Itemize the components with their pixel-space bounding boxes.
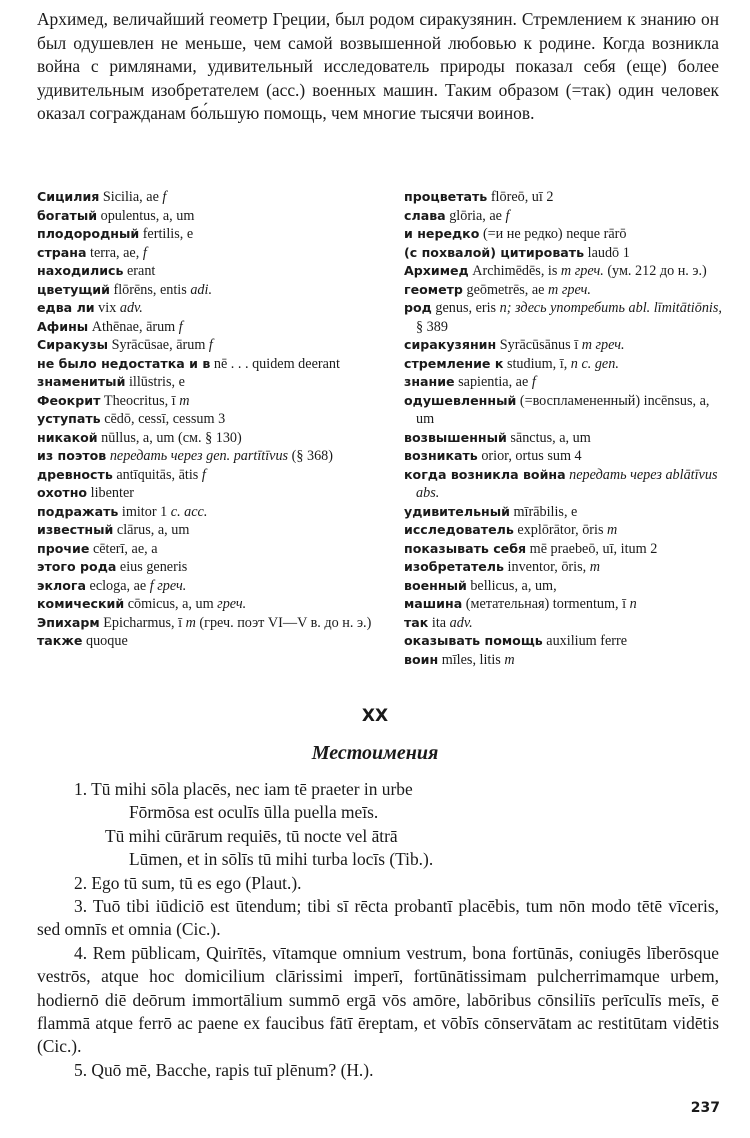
vocab-entry: [404, 244, 724, 263]
vocab-entry: [37, 595, 382, 614]
vocab-entry: [37, 521, 382, 540]
page-number: 237: [690, 1100, 720, 1116]
vocab-term: не было недостатка и в: [37, 355, 211, 371]
vocab-term: когда возникла война: [404, 466, 566, 482]
vocab-latin: auxilium ferre: [542, 633, 628, 649]
vocab-grammar: n: [629, 596, 637, 612]
vocab-entry: [37, 299, 382, 318]
vocab-latin: vix: [94, 300, 120, 316]
vocab-term: род: [404, 300, 432, 315]
vocab-term: также: [37, 633, 83, 648]
vocab-term: воин: [404, 651, 439, 667]
vocab-latin: studium, ī,: [503, 355, 571, 372]
vocab-term: одушевленный: [404, 392, 517, 408]
vocab-column-left: [37, 188, 382, 651]
vocab-latin: laudō 1: [584, 244, 630, 261]
vocab-term: знаменитый: [37, 374, 126, 389]
vocab-latin: antīquitās, ātis: [112, 466, 202, 483]
vocab-grammar: передать через ablātīvus abs.: [416, 466, 718, 501]
vocab-entry: [404, 503, 724, 522]
text-line: 1. Tū mihi sōla placēs, nec iam tē praeter in urbe: [74, 779, 413, 799]
vocab-entry: [37, 429, 382, 448]
vocab-grammar: f: [505, 207, 510, 224]
vocab-entry: [37, 336, 382, 355]
vocab-term: изобретатель: [404, 559, 504, 574]
vocab-term: машина: [404, 596, 463, 611]
vocab-term: эклога: [37, 577, 86, 593]
vocab-grammar: n c. gen.: [570, 355, 619, 372]
vocab-latin: (=воспламененный) incēnsus, a, um: [416, 392, 710, 427]
vocab-latin: geōmetrēs, ae: [462, 281, 549, 298]
vocab-grammar: f: [201, 466, 206, 483]
vocab-entry: [404, 355, 724, 374]
vocab-latin: cōmicus, a, um: [124, 596, 218, 612]
vocab-term: прочие: [37, 540, 90, 556]
text-line: 3. Tuō tibi iūdiciō est ūtendum; tibi sī rēcta probantī placēbis, tum nōn modo tētē vīceris, sed omnīs et omnia (Cic.).: [37, 896, 719, 940]
vocab-term: оказывать помощь: [404, 633, 543, 648]
vocab-grammar: m: [185, 614, 196, 631]
vocab-term: едва ли: [37, 300, 95, 315]
vocab-entry: [404, 521, 724, 540]
vocab-term: исследователь: [404, 522, 514, 537]
vocab-entry: [37, 410, 382, 429]
vocab-entry: [404, 373, 724, 392]
vocab-term: знание: [404, 374, 455, 389]
vocab-entry: [37, 207, 382, 226]
vocab-term: военный: [404, 577, 467, 593]
vocab-latin: Athēnae, ārum: [88, 318, 179, 335]
chapter-number: XX: [361, 706, 389, 726]
vocab-entry: [404, 540, 724, 559]
vocab-latin: mīrābilis, e: [509, 503, 578, 520]
vocab-term: стремление к: [404, 355, 504, 371]
vocab-latin: opulentus, a, um: [97, 207, 195, 224]
vocab-grammar: adi.: [190, 281, 213, 298]
vocab-latin: mīles, litis: [438, 651, 505, 668]
vocab-term: никакой: [37, 429, 98, 445]
vocab-latin: Archimēdēs, is: [468, 263, 561, 279]
vocab-entry: [404, 577, 724, 596]
vocab-entry: [404, 429, 724, 448]
vocab-latin: genus, eris: [431, 300, 500, 316]
vocab-latin: cēterī, ae, a: [89, 540, 158, 557]
vocab-latin: bellicus, a, um,: [466, 577, 557, 594]
vocab-term: комический: [37, 596, 125, 611]
text-line: 4. Rem pūblicam, Quirītēs, vītamque omnium vestrum, bona fortūnās, coniugēs līberōsque vestrōs, atque hoc domicilium clārissimi imperī, fortūnātissimam pulcherrimamque urbem, hodiernō diē deōrum immortālium summō ergā vōs amōre, labōribus cōnsiliīs perīculīs meīs, ē flammā atque ferrō ac paene ex faucibus fātī ēreptam, et vōbīs cōnservātam ac restitūtam vidētis (Cic.).: [37, 942, 719, 1057]
vocab-grammar: m греч.: [548, 281, 591, 298]
vocab-entry: [37, 318, 382, 337]
vocab-term: древность: [37, 466, 113, 482]
vocab-term: Афины: [37, 318, 89, 334]
vocab-latin: Syrācūsānus ī: [496, 337, 582, 353]
vocab-term: известный: [37, 522, 114, 537]
vocab-latin: Syrācūsae, ārum: [108, 337, 209, 353]
vocab-latin: ecloga, ae: [85, 577, 150, 594]
vocab-term: слава: [404, 207, 446, 223]
text-line: Fōrmōsa est oculīs ūlla puella meīs.: [129, 802, 379, 823]
vocab-latin: (=и не редко) neque rārō: [479, 226, 627, 242]
vocab-entry: [37, 447, 382, 466]
vocab-entry: [37, 244, 382, 263]
vocab-term: этого рода: [37, 559, 117, 574]
vocab-note: (§ 368): [288, 448, 333, 464]
vocab-term: из поэтов: [37, 448, 107, 463]
vocab-grammar: f: [178, 318, 183, 335]
vocab-entry: [404, 632, 724, 651]
intro-text: Архимед, величайший геометр Греции, был родом сиракузянин. Стремлением к знанию он был одушевлен не меньше, чем самой возвышенной любовью к родине. Когда возникла война с римлянами, удивительный исследователь природы показал себя (еще) более удивительным изобретателем (acc.) военных машин. Таким образом (=так) один человек оказал согражданам бо́льшую помощь, чем многие тысячи воинов.: [37, 9, 719, 124]
vocab-latin: inventor, ōris,: [503, 559, 590, 575]
intro-paragraph: [37, 8, 719, 126]
vocab-grammar: m: [179, 392, 190, 409]
vocab-entry: [404, 447, 724, 466]
vocab-latin: libenter: [87, 485, 134, 501]
vocab-term: (с похвалой) цитировать: [404, 244, 585, 260]
vocab-entry: [37, 373, 382, 392]
vocab-term: плодородный: [37, 226, 140, 241]
vocab-term: Архимед: [404, 263, 469, 278]
vocab-note: (греч. поэт VI—V в. до н. э.): [195, 614, 372, 631]
vocab-grammar: f греч.: [149, 577, 187, 594]
vocab-entry: [37, 281, 382, 300]
vocab-entry: [37, 466, 382, 485]
vocab-entry: [37, 540, 382, 559]
vocab-note: § 389: [416, 318, 448, 335]
vocab-latin: flōrēns, entis: [109, 281, 191, 298]
vocab-latin: erant: [123, 263, 156, 279]
vocab-grammar: m: [504, 651, 515, 668]
vocab-grammar: f: [208, 337, 213, 353]
vocab-latin: clārus, a, um: [113, 522, 190, 538]
vocab-grammar: m греч.: [581, 337, 625, 353]
vocab-latin: imitor 1: [118, 503, 171, 520]
text-line: Tū mihi cūrārum requiēs, tū nocte vel ātrā: [105, 825, 398, 846]
vocab-entry: [37, 558, 382, 577]
vocab-term: так: [404, 614, 429, 630]
vocab-entry: [404, 392, 724, 429]
text-line: 5. Quō mē, Bacche, rapis tuī plēnum? (H.).: [74, 1059, 374, 1080]
vocab-entry: [37, 188, 382, 207]
vocab-entry: [404, 262, 724, 281]
exercise-texts: [37, 778, 719, 1082]
vocab-entry: [404, 558, 724, 577]
vocab-term: охотно: [37, 485, 88, 500]
vocab-term: Эпихарм: [37, 614, 100, 630]
vocab-grammar: m греч.: [560, 263, 604, 279]
vocab-term: богатый: [37, 207, 98, 223]
vocab-latin: fertilis, e: [139, 226, 194, 242]
vocab-latin: Epicharmus, ī: [99, 614, 186, 631]
vocab-entry: [37, 484, 382, 503]
vocab-latin: cēdō, cessī, cessum 3: [100, 411, 226, 427]
text-line: 2. Ego tū sum, tū es ego (Plaut.).: [74, 872, 302, 893]
vocab-latin: orior, ortus sum 4: [477, 448, 582, 464]
vocab-term: возвышенный: [404, 429, 507, 445]
vocab-note: (ум. 212 до н. э.): [603, 263, 707, 279]
vocab-term: находились: [37, 263, 124, 278]
vocab-grammar: f: [142, 244, 147, 261]
vocab-entry: [404, 188, 724, 207]
vocab-latin: sapientia, ae: [454, 374, 532, 390]
vocab-latin: flōreō, uī 2: [487, 189, 554, 205]
vocab-latin: explōrātor, ōris: [513, 522, 608, 538]
vocab-grammar: f: [531, 374, 536, 390]
vocab-entry: [404, 336, 724, 355]
vocab-latin: illūstris, e: [125, 374, 185, 390]
vocab-term: геометр: [404, 281, 463, 297]
vocab-term: удивительный: [404, 503, 510, 519]
vocab-latin: eius generis: [116, 559, 188, 575]
vocab-term: сиракузянин: [404, 337, 497, 352]
vocab-grammar: передать через gen. partītīvus: [109, 448, 289, 464]
vocab-entry: [37, 632, 382, 651]
vocab-term: Сицилия: [37, 189, 100, 204]
vocab-term: Феокрит: [37, 392, 101, 408]
vocab-grammar: греч.: [217, 596, 247, 612]
vocab-latin: sānctus, a, um: [506, 429, 591, 446]
vocab-entry: [404, 207, 724, 226]
vocab-latin: nūllus, a, um (см. § 130): [97, 429, 242, 446]
vocab-entry: [404, 299, 724, 336]
vocab-term: показывать себя: [404, 540, 527, 556]
vocab-entry: [404, 225, 724, 244]
vocab-latin: Theocritus, ī: [100, 392, 180, 409]
vocab-entry: [404, 281, 724, 300]
vocab-grammar: m: [589, 559, 600, 575]
vocab-latin: glōria, ae: [445, 207, 506, 224]
vocab-entry: [37, 225, 382, 244]
vocab-latin: quoque: [82, 633, 128, 649]
vocab-grammar: adv.: [449, 614, 473, 631]
vocab-latin: (метательная) tormentum, ī: [462, 596, 630, 612]
vocab-latin: nē . . . quidem deerant: [210, 355, 340, 372]
vocab-entry: [404, 614, 724, 633]
vocab-term: уступать: [37, 411, 101, 426]
vocab-term: цветущий: [37, 281, 110, 297]
vocab-grammar: f: [162, 189, 167, 205]
vocab-entry: [37, 503, 382, 522]
vocab-entry: [37, 262, 382, 281]
vocab-grammar: c. acc.: [170, 503, 208, 520]
vocab-entry: [404, 466, 724, 503]
vocab-latin: ita: [428, 614, 450, 631]
vocab-term: процветать: [404, 189, 488, 204]
vocab-term: Сиракузы: [37, 337, 109, 352]
vocab-column-right: [404, 188, 724, 669]
vocab-term: подражать: [37, 503, 119, 519]
vocab-grammar: m: [607, 522, 618, 538]
vocab-latin: Sicilia, ae: [99, 189, 163, 205]
vocab-term: страна: [37, 244, 87, 260]
vocab-entry: [37, 355, 382, 374]
chapter-title: Местоимения: [311, 742, 439, 764]
vocab-entry: [37, 392, 382, 411]
vocab-entry: [404, 595, 724, 614]
vocab-latin: mē praebeō, uī, itum 2: [526, 540, 658, 557]
vocab-grammar: n; здесь употребить abl. līmitātiōnis,: [499, 300, 722, 316]
vocab-latin: terra, ae,: [86, 244, 143, 261]
text-line: Lūmen, et in sōlīs tū mihi turba locīs (Tib.).: [129, 849, 434, 870]
vocab-term: возникать: [404, 448, 478, 463]
vocab-entry: [404, 651, 724, 670]
vocab-entry: [37, 577, 382, 596]
vocab-entry: [37, 614, 382, 633]
vocab-grammar: adv.: [119, 300, 143, 316]
vocab-term: и нередко: [404, 226, 480, 241]
